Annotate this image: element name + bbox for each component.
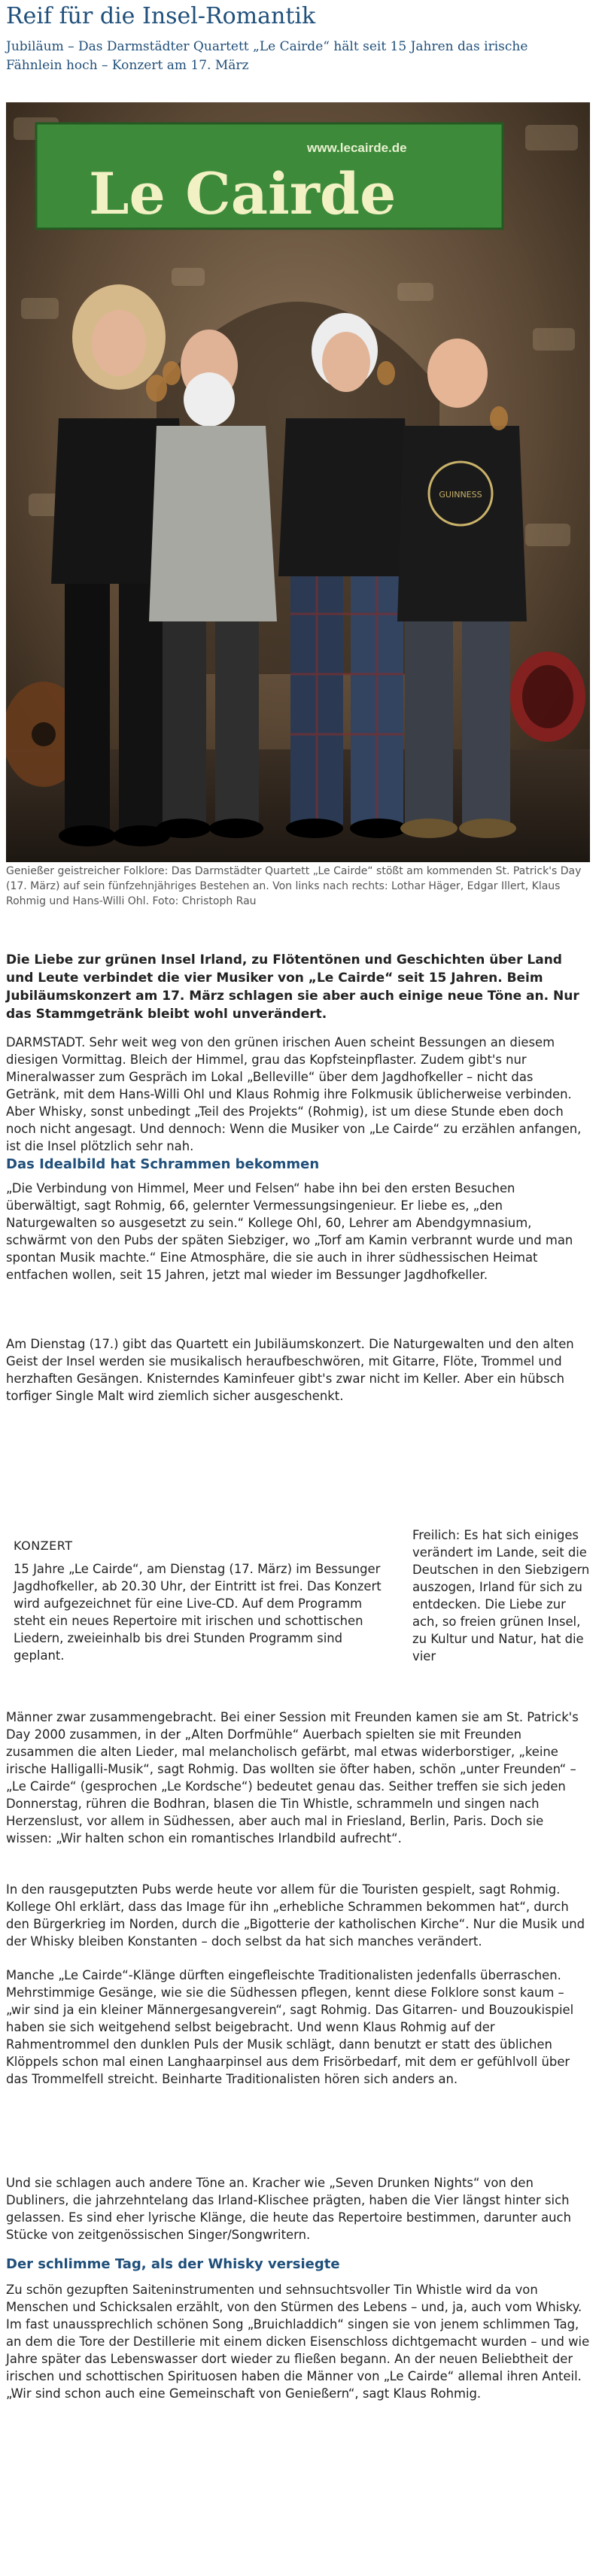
subhead: Jubiläum – Das Darmstädter Quartett „Le Cairde“ hält seit 15 Jahren das irische Fähnlein hoch – Konzert am 17. März <box>6 39 528 73</box>
section-heading-1: Das Idealbild hat Schrammen bekommen <box>6 1156 320 1172</box>
section-heading-2: Der schlimme Tag, als der Whisky versiegte <box>6 2256 340 2272</box>
headline: Reif für die Insel-Romantik <box>6 3 316 29</box>
paragraph-4-side: Freilich: Es hat sich einiges verändert im Lande, seit die Deutschen in den Siebzigern auszogen, Irland für sich zu entdecken. Die Liebe zur ach, so freien grünen Insel, zu Kultur und Natur, hat die vier <box>412 1528 590 1663</box>
infobox-text: 15 Jahre „Le Cairde“, am Dienstag (17. März) im Bessunger Jagdhofkeller, ab 20.30 Uhr, der Eintritt ist frei. Das Konzert wird aufgezeichnet für eine Live-CD. Auf dem Programm steht ein neues Repertoire mit irischen und schottischen Liedern, zweieinhalb bis drei Stunden Programm sind geplant. <box>14 1562 382 1663</box>
paragraph-8: Zu schön gezupften Saiteninstrumenten und sehnsuchtsvoller Tin Whistle wird da von Menschen und Schicksalen erzählt, von den Stürmen des Lebens – und, ja, auch vom Whisky. Im fast unaussprechlich schönen Song „Bruichladdich“ singen sie von jenem schlimmen Tag, an dem die Tore der Destillerie mit einem dicken Eisenschloss dichtgemacht wurden – und wie Jahre später das Lebenswasser dort wieder zu fließen begann. An der neuen Beliebtheit der irischen und schottischen Spirituosen haben die Männer von „Le Cairde“ allemal ihren Anteil. „Wir sind schon auch eine Gemeinschaft von Genießern“, sagt Klaus Rohmig. <box>6 2283 590 2401</box>
photo-caption: Genießer geistreicher Folklore: Das Darmstädter Quartett „Le Cairde“ stößt am kommenden St. Patrick's Day (17. März) auf sein fünfzehnjähriges Bestehen an. Von links nach rechts: Lothar Häger, Edgar Illert, Klaus Rohmig und Hans-Willi Ohl. Foto: Christoph Rau <box>6 865 582 907</box>
band-photo-illustration <box>6 102 590 862</box>
drum <box>510 652 585 742</box>
shirt-text: GUINNESS <box>439 490 482 500</box>
paragraph-3: Am Dienstag (17.) gibt das Quartett ein Jubiläumskonzert. Die Naturgewalten und den alten Geist der Insel werden sie musikalisch heraufbeschwören, mit Gitarre, Flöte, Trommel und herzhaften Gesängen. Knisterndes Kaminfeuer gibt's zwar nicht im Keller. Aber ein hübsch torfiger Single Malt wird ziemlich sicher ausgeschenkt. <box>6 1337 574 1403</box>
lead-paragraph: Die Liebe zur grünen Insel Irland, zu Flötentönen und Geschichten über Land und Leute verbindet die vier Musiker von „Le Cairde“ seit 15 Jahren. Beim Jubiläumskonzert am 17. März schlagen sie aber auch einige neue Töne an. Nur das Stammgetränk bleibt wohl unverändert. <box>6 952 579 1022</box>
paragraph-5: In den rausgeputzten Pubs werde heute vor allem für die Touristen gespielt, sagt Rohmig. Kollege Ohl erklärt, dass das Image für ihn „erhebliche Schrammen bekommen hat“, durch den Bürgerkrieg im Norden, durch die „Bigotterie der katholischen Kirche“. Nur die Musik und der Whisky bleiben Konstanten – doch selbst da hat sich manches verändert. <box>6 1882 585 1949</box>
paragraph-4-rest: Männer zwar zusammengebracht. Bei einer Session mit Freunden kamen sie am St. Patrick's Day 2000 zusammen, in der „Alten Dorfmühle“ Auerbach spielten sie mit Freunden zusammen die alten Lieder, mal melancholisch gefärbt, mal etwas widerborstiger, „keine irische Halligalli-Musik“, sagt Rohmig. Das wollten sie öfter haben, schön „unter Freunden“ – „Le Cairde“ (gesprochen „Le Kordsche“) bedeutet genau das. Seither treffen sie sich jeden Donnerstag, rühren die Bodhran, blasen die Tin Whistle, schrammeln und singen nach Herzenslust, vor allem in Südhessen, aber auch mal in Friesland, Berlin, Paris. Doch sie wissen: „Wir halten schon ein romantisches Irlandbild aufrecht“. <box>6 1710 579 1845</box>
concert-infobox <box>6 1533 402 1667</box>
paragraph-7: Und sie schlagen auch andere Töne an. Kracher wie „Seven Drunken Nights“ von den Dubliners, die jahrzehntelang das Irland-Klischee prägten, haben die Vier längst hinter sich gelassen. Es sind eher lyrische Klänge, die heute das Repertoire bestimmen, darunter auch Stücke von zeitgenössischen Singer/Songwritern. <box>6 2176 571 2242</box>
infobox-title: KONZERT <box>14 1539 73 1553</box>
banner-url: www.lecairde.de <box>307 141 407 155</box>
banner-name: Le Cairde <box>89 160 397 227</box>
band-banner <box>36 123 503 229</box>
paragraph-1: DARMSTADT. Sehr weit weg von den grünen irischen Auen scheint Bessungen an diesem diesigen Vormittag. Bleich der Himmel, grau das Kopfsteinpflaster. Zudem gibt's nur Mineralwasser zum Gespräch im Lokal „Belleville“ über dem Jagdhofkeller – nicht das Getränk, mit dem Hans-Willi Ohl und Klaus Rohmig ihre Folkmusik üblicherweise verbinden. Aber Whisky, sonst unbedingt „Teil des Projekts“ (Rohmig), ist um diese Stunde eben doch noch nicht angesagt. Und dennoch: Wenn die Musiker von „Le Cairde“ zu erzählen anfangen, ist die Insel plötzlich sehr nah. <box>6 1035 582 1153</box>
paragraph-6: Manche „Le Cairde“-Klänge dürften eingefleischte Traditionalisten jedenfalls überraschen. Mehrstimmige Gesänge, wie sie die Südhessen pflegen, kennt diese Folklore sonst kaum – „wir sind ja ein kleiner Männergesangverein“, sagt Rohmig. Das Gitarren- und Bouzoukispiel haben sie sich weitgehend selbst beigebracht. Und wenn Klaus Rohmig auf der Rahmentrommel den dunklen Puls der Musik schlägt, dann benutzt er statt des üblichen Klöppels schon mal einen Langhaarpinsel aus dem Frisörbedarf, mit dem er gefühlvoll über das Trommelfell streicht. Beinharte Traditionalisten hören sich anders an. <box>6 1968 574 2086</box>
paragraph-2: „Die Verbindung von Himmel, Meer und Felsen“ habe ihn bei den ersten Besuchen überwältigt, sagt Rohmig, 66, gelernter Vermessungsingenieur. Er liebe es, „den Naturgewalten so ausgesetzt zu sein.“ Kollege Ohl, 60, Lehrer am Abendgymnasium, schwärmt von den Pubs der späten Siebziger, wo „Torf am Kamin verbrannt wurde und man spontan Musik machte.“ Eine Atmosphäre, die sie auch in ihrer südhessischen Heimat entfachen wollen, seit 15 Jahren, jetzt mal wieder im Bessunger Jagdhofkeller. <box>6 1181 573 1282</box>
article-photo <box>6 102 590 862</box>
